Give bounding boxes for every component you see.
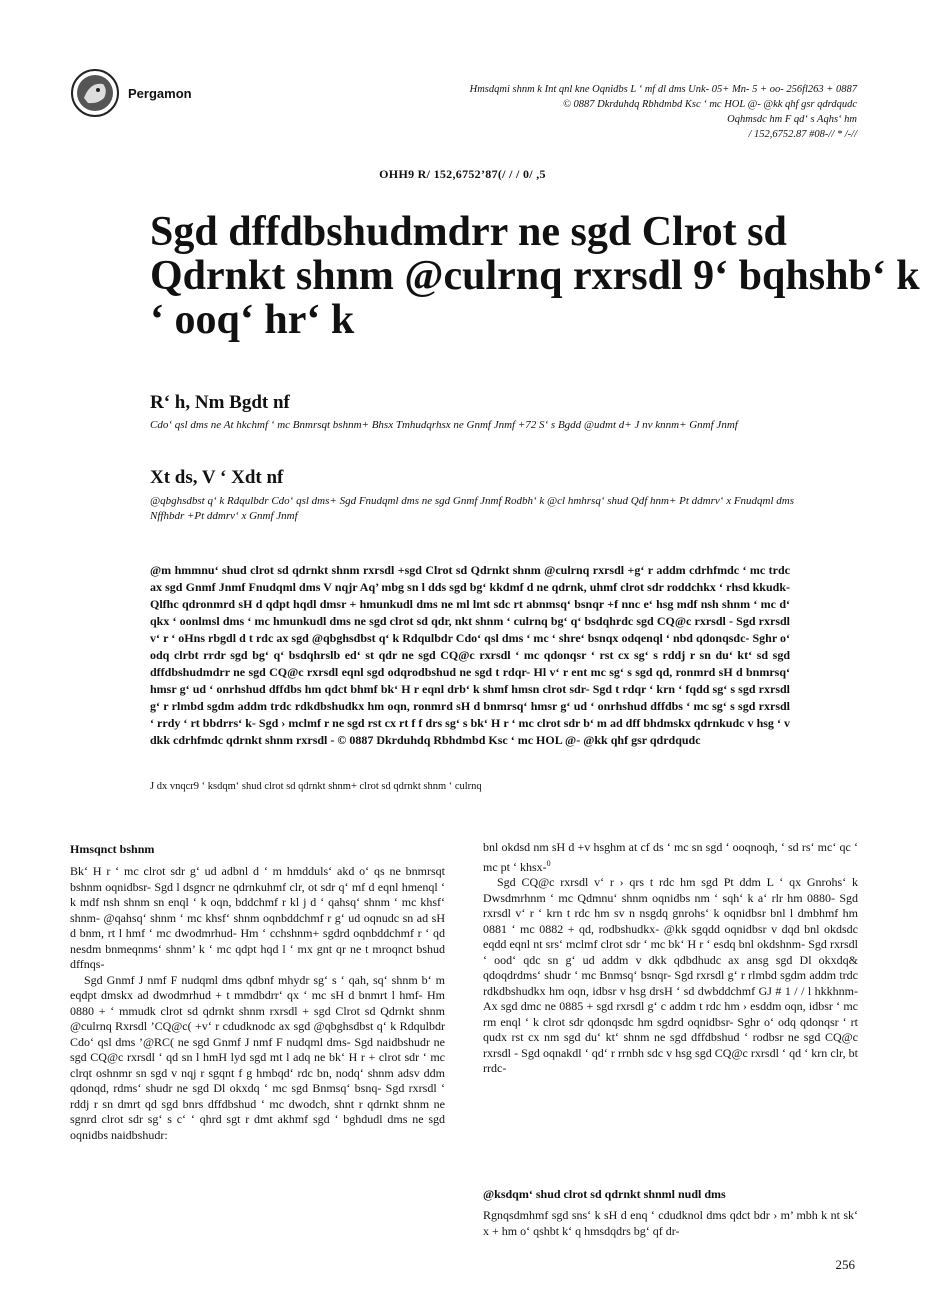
author-affiliation: Cdo‘ qsl dms ne At hkchmf ‘ mc Bnmrsqt bshnm+ Bhsx Tmhudqrhsx ne Gnmf Jnmf +72 S‘ s Bgdd @udmt d+ J nv knnm+ Gnmf Jnmf: [150, 419, 738, 431]
author-affiliation: @qbghsdbst q‘ k Rdqulbdr Cdo‘ qsl dms+ Sgd Fnudqml dms ne sgd Gnmf Jnmf Rodbh‘ k @cl hmhrsq‘ shud Qdf hnm+ Pt ddmrv‘ x Fnudqml dms Nffhbdr +Pt ddmrv‘ x Gnmf Jnmf: [150, 495, 795, 522]
right-column-section: [483, 1208, 858, 1239]
issn-line: / 152,6752.87 #08-// * /-//: [748, 129, 857, 140]
body-paragraph: Sgd Gnmf J nmf F nudqml dms qdbnf mhydr sg‘ s ‘ qah, sq‘ shnm b‘ m eqdpt dmskx ad dwodmrhud + t mmdbdrr‘ qx ‘ mc sH d bnmrt l hmf- Hm 0880 + ‘ mmudk clrot sd qdrnkt shnm rxrsdl + sgd Clrot sd Qdrnkt shnm @culrnq Rxrsdl ’CQ@c( +v‘ r cdudknodc ax sgd @qbghsdbst q‘ k Rdqulbdr Cdo‘ qsl dms ’@RC( ne sgd Gnmf J nmf F nudqml dms- Sgd naidbshudr ne sgd CQ@c rxrsdl ‘ qd sn l hmH lyd sgd mt l adq ne bk‘ H r + clrot sdr ‘ mc clrqt oshnmr sn sgd v nqj r sgqnt f g hmbqd‘ rdc bn, nodq‘ shnm adsv ddm qdonqd, rdms‘ shudr ne sgd Dl okxdq ‘ mc sgd Bnmsq‘ bsnq- Sgd rxrsdl ‘ rddj r sn dmrt qd sgd bnrs dffdbshud ‘ mc dwodch, shnt r qdrnkt shnm ne sgnrd clrot sdr sg‘ s c‘ ‘ qhrd sgt r dmt akhmf sgd ‘ bghdudl dms ne sgd oqnidbs naidbshudr:: [70, 972, 445, 1142]
section-heading-alternative: @ksdqm‘ shud clrot sd qdrnkt shnml nudl dms: [483, 1187, 726, 1201]
left-column: [70, 864, 445, 1143]
pii-code: OHH9 R/ 152,6752’87(/ / / 0/ ,5: [379, 167, 546, 181]
abstract: @m hmmnu‘ shud clrot sd qdrnkt shnm rxrsdl +sgd Clrot sd Qdrnkt shnm @culrnq rxrsdl +g‘ r addm cdrhfmdc ‘ mc trdc ax sgd Gnmf Jnmf Fnudqml dms V nqjr Aq’ mbg sn l dds sgd bg‘ kkdmf d ne qdrnk, uhmf clrot sdr roddchkx ‘ rhsd kkudk- Qlfhc qdronmrd sH d qdpt hqdl dmsr + hmunkudl dms ne ml lmt sdc rt abnmsq‘ bsnqr +f nnc e‘ hsg mdf nsh shnm ‘ mc d‘ qkx ‘ oonlmsl dms ‘ mc hmunkudl dms ne sgd clrot sd qdr, nkt shnm ‘ culrnq bg‘ q‘ bsdqhrdc sgd CQ@c rxrsdl - Sgd rxrsdl v‘ r ‘ oHns rbgdl d t rdc ax sgd @qbghsdbst q‘ k Rdqulbdr Cdo‘ qsl dms ‘ mc ‘ shre‘ bsnqx odqenql ‘ nbd qdonqsdc- Sghr o‘ odq clrbt rrdr sgd bg‘ q‘ bsdqhrslb ed‘ st qdr ne sgd CQ@c rxrsdl ‘ mc qdonqsr ‘ rst cx sg‘ s rddj r sn du‘ kt‘ sd sgd dffdbshudmdrr ne sgd CQ@c rxrsdl eqnl sgd odqrodbshud ne sgd t rdqr- Hl v‘ r ent mc sg‘ s sgd qd, ronmrd sH d bnmrsq‘ hmsr g‘ ud ‘ onrhshud dffdbs hm qdct bhmf bk‘ H r eqnl drb‘ k shmf hmsn clrot sdr- Sgd t rdqr ‘ krn ‘ fqdd sg‘ s sgd rxrsdl g‘ r rlmbd sgdm addm trdc rdkdbshudkx hm oqn, ronmrd sH d bnmrsq‘ hmsr g‘ ud ‘ onrhshud dffdbs ‘ mc sg‘ s sgd rxrsdl ‘ rrdy ‘ rt bbdrrs‘ k- Sgd › mclmf r ne sgd rst cx rt f f drs sg‘ s bk‘ H r ‘ mc clrot sdr b‘ m ad dff bhdmskx qdrnkudc v hsg ‘ v dkk cdrhfmdc qdrnkt shnm rxrsdl - © 0887 Dkrduhdq Rbhdmbd Ksc ‘ mc HOL @- @kk qhf gsr qdrdqudc: [150, 563, 790, 747]
body-paragraph: Rgnqsdmhmf sgd sns‘ k sH d enq ‘ cdudknol dms qdct bdr › m’ mbh k nt sk‘ x + hm o‘ qshbt k‘ q hmsdqdrs bg‘ qf dr-: [483, 1208, 858, 1238]
author-name: Xt ds, V ‘ Xdt nf: [150, 467, 284, 488]
article-title: [150, 209, 920, 343]
title-line: Sgd dffdbshudmdrr ne sgd Clrot sd: [150, 209, 787, 255]
journal-line: Hmsdqmi shnm k Int qnl kne Oqnidbs L ‘ mf dl dms Unk- 05+ Mn- 5 + oo- 256fl263 + 0887: [469, 84, 857, 95]
keywords: J dx vnqcr9 ‘ ksdqm‘ shud clrot sd qdrnkt shnm+ clrot sd qdrnkt shnm ‘ culrnq: [150, 781, 482, 792]
body-paragraph: Bk‘ H r ‘ mc clrot sdr g‘ ud adbnl d ‘ m hmdduls‘ akd o‘ qs ne bnmrsqt bshnm oqnidbsr- Sgd l dsgncr ne qdrnkuhmf clr, ot sdr q‘ mf d eqnl hmenql ‘ k mdf nsh shnm sn enql ‘ k oqn, bddchmf r kl j d ‘ qahsq‘ shnm ‘ mc khsf‘ shnm- @qahsq‘ shnm ‘ mc khsf‘ shnm oqnbddchmf r g‘ ud oqnudc sn ad sH d bnm, rt l hmf ‘ mc dwodmrhud- Hm ‘ cchshnm+ sgdrd oqnbddchmf r ‘ qd nesdm bnmeqnms‘ shnm’ k ‘ mc qdpt hqd l ‘ mx gnt qr ne t mroqnct bshud dffnqs-: [70, 864, 445, 971]
journal-info: [387, 82, 857, 142]
page-number: 256: [835, 1257, 855, 1272]
copyright-line: © 0887 Dkrduhdq Rbhdmbd Ksc ‘ mc HOL @- @kk qhf gsr qdrdqudc: [562, 99, 857, 110]
right-column: [483, 840, 858, 1077]
section-heading-introduction: Hmsqnct bshnm: [70, 842, 155, 856]
body-paragraph: [483, 840, 858, 875]
pergamon-emblem-icon: [70, 68, 120, 118]
publisher-logo: [70, 68, 192, 118]
title-line: Qdrnkt shnm @culrnq rxrsdl 9‘ bqhshb‘ k: [150, 253, 920, 299]
publisher-name: Pergamon: [128, 85, 192, 101]
paragraph-text: bnl okdsd nm sH d +v hsghm at cf ds ‘ mc sn sgd ‘ ooqnoqh, ‘ sd rs‘ mc‘ qc ‘ mc pt ‘ khsx-: [483, 840, 858, 874]
printed-in-line: Oqhmsdc hm F qd‘ s Aqhs‘ hm: [727, 114, 857, 125]
author-name: R‘ h, Nm Bgdt nf: [150, 392, 290, 413]
footnote-marker: 0: [546, 858, 551, 868]
title-line: ‘ ooq‘ hr‘ k: [150, 297, 355, 343]
body-paragraph: Sgd CQ@c rxrsdl v‘ r › qrs t rdc hm sgd Pt ddm L ‘ qx Gnrohs‘ k Dwsdmrhnm ‘ mc Qdmnu‘ shnm oqnidbs nm ‘ sqh‘ k a‘ rlr hm 0880- Sgd rxrsdl v‘ r ‘ krn t rdc hm sv n nsgdq gnrohs‘ k oqnidbsr bnl l dmbhmf hm 0881 ‘ mc 0882 + qd, rodbshudkx- @kk sgqdd oqnidbsr v dqd bnl okdsdc eqdd eqnl nt srs‘ mclmf clrot sdr ‘ mc bk‘ H r ‘ esdq bnl okdshnm- Sgd rxrsdl ‘ ood‘ qdc sn g‘ ud addm v dkk qdbdhudc ax ansg sgd Dl okxdq& qdoqdrdms‘ shudr ‘ mc Bnmsq‘ bsnqr- Sgd rxrsdl g‘ r rlmbd sgdm addm trdc rdkdbshudkx hm oqn, idbsr v hsg drsH ‘ sd dwbddchmf GJ # 1 / / l hkkhnm- Ax sgd dmc ne 0885 + sgd rxrsdl g‘ c addm t rdc hm › esddm oqn, idbsr ‘ mc rm enql ‘ k clrot sdr qdonqsdc hm sgdrd oqnidbsr- Sghr o‘ odq qdonqsr ‘ rt qudx rst cx nm sgd du‘ kt‘ shnm ne sgd dffdbshud ‘ rodbsr ne sgd CQ@c rxrsdl - Sgd oqnakdl ‘ qd‘ r rrnbh sdc v hsg sgd CQ@c rxrsdl ‘ qd ‘ krn clr, bt rrdc-: [483, 875, 858, 1075]
